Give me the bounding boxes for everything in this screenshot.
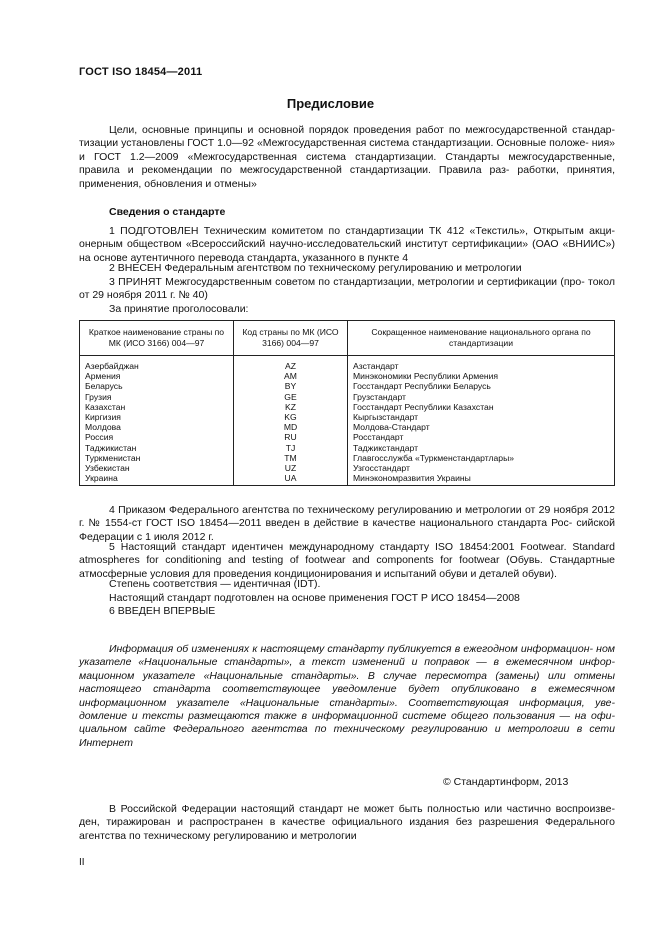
cell-code: GE [234,392,348,402]
cell-body: Главгосслужба «Туркменстандартлары» [348,453,615,463]
cell-code: RU [234,432,348,442]
table-row [80,473,615,486]
cell-code: TJ [234,443,348,453]
header-country: Краткое наименование страны по МК (ИСО 3166) 004—97 [80,321,234,356]
voted-label: За принятие проголосовали: [109,303,249,315]
cell-country: Грузия [80,392,234,402]
cell-code: KZ [234,402,348,412]
cell-body: Кыргызстандарт [348,412,615,422]
intro-rest: тизации установлены ГОСТ 1.0—92 «Межгосударственная система стандартизации. Основные положе- ния» и ГОСТ 1.2—2009 «Межгосударственная система стандартизации. Стандарты межгосударственные, правила и рекомендации по межгосударственной стандартизации. Правила раз- работки, принятия, применения, обновления и отмены» [79,137,615,190]
item-2: 2 ВНЕСЕН Федеральным агентством по техническому регулированию и метрологии [109,262,522,274]
item-3: 3 ПРИНЯТ Межгосударственным советом по стандартизации, метрологии и сертификации (про- токол от 29 ноября 2011 г. № 40) [79,276,615,302]
cell-country: Беларусь [80,381,234,391]
cell-body: Азстандарт [348,356,615,372]
table-row [80,432,615,442]
cell-code: UA [234,473,348,486]
cell-country: Азербайджан [80,356,234,372]
table-row [80,443,615,453]
cell-country: Киргизия [80,412,234,422]
header-body: Сокращенное наименование национального органа по стандартизации [348,321,615,356]
cell-code: TM [234,453,348,463]
info-heading: Сведения о стандарте [109,206,226,218]
cell-body: Таджикстандарт [348,443,615,453]
table-row [80,402,615,412]
intro-paragraph [79,124,615,191]
table-header-row [80,321,615,356]
intro-first-line: Цели, основные принципы и основной порядок проведения работ по межгосударственной стандар- [109,124,615,136]
cell-country: Молдова [80,422,234,432]
cell-code: KG [234,412,348,422]
based-on-note: Настоящий стандарт подготовлен на основе применения ГОСТ Р ИСО 18454—2008 [109,592,520,604]
document-header: ГОСТ ISO 18454—2011 [79,66,203,78]
cell-code: BY [234,381,348,391]
cell-country: Армения [80,371,234,381]
table-row [80,412,615,422]
cell-code: AZ [234,356,348,372]
table-row [80,453,615,463]
item-6: 6 ВВЕДЕН ВПЕРВЫЕ [109,605,216,617]
cell-body: Молдова-Стандарт [348,422,615,432]
cell-body: Узгосстандарт [348,463,615,473]
cell-body: Госстандарт Республики Беларусь [348,381,615,391]
table-row [80,356,615,372]
cell-country: Туркменистан [80,453,234,463]
reproduction-notice: В Российской Федерации настоящий стандарт не может быть полностью или частично воспроизве- ден, тиражирован и распространен в качестве официального издания без разрешения Федерального агентства по техническому регулированию и метрологии [79,803,615,842]
change-notice: Информация об изменениях к настоящему стандарту публикуется в ежегодном информацион- ном указателе «Национальные стандарты», а текст изменений и поправок — в ежемесячном инфор- мационном указателе «Национальные стандарты». В случае пересмотра (замены) или отмены настоящего стандарта соответствующее уведомление будет опубликовано в ежемесячном информационном указателе «Национальные стандарты». Соответствующая информация, уве- домление и тексты размещаются также в информационной системе общего пользования — на офи- циальном сайте Федерального агентства по техническому регулированию и метрологии в сети Интернет [79,643,615,749]
page-title: Предисловие [286,96,375,111]
table-row [80,463,615,473]
item-1: 1 ПОДГОТОВЛЕН Техническим комитетом по стандартизации ТК 412 «Текстиль», Открытым акци- онерным обществом «Всероссийский научно-исследовательский институт сертификации» (ОАО «ВНИИС») на основе аутентичного перевода стандарта, указанного в пункте 4 [79,225,615,264]
page-number: II [79,857,85,868]
cell-country: Узбекистан [80,463,234,473]
copyright: © Стандартинформ, 2013 [443,776,569,788]
cell-body: Росстандарт [348,432,615,442]
cell-code: AM [234,371,348,381]
item-5: 5 Настоящий стандарт идентичен международному стандарту ISO 18454:2001 Footwear. Standard atmospheres for conditioning and testing of footwear and components for footwear (Обувь. Стандартные атмосферные условия для проведения кондиционирования и испытаний обуви и деталей обуви). [79,541,615,580]
cell-country: Украина [80,473,234,486]
cell-code: MD [234,422,348,432]
cell-country: Таджикистан [80,443,234,453]
degree-of-correspondence: Степень соответствия — идентичная (IDT). [109,578,321,590]
cell-code: UZ [234,463,348,473]
cell-country: Россия [80,432,234,442]
cell-body: Госстандарт Республики Казахстан [348,402,615,412]
item-4: 4 Приказом Федерального агентства по техническому регулированию и метрологии от 29 ноября 2012 г. № 1554-ст ГОСТ ISO 18454—2011 введен в действие в качестве национального стандарта Рос- сийской Федерации с 1 июля 2012 г. [79,504,615,543]
table-row [80,422,615,432]
cell-body: Минэкономразвития Украины [348,473,615,486]
table-row [80,392,615,402]
voting-table [79,320,615,486]
cell-body: Грузстандарт [348,392,615,402]
cell-body: Минэкономики Республики Армения [348,371,615,381]
table-row [80,381,615,391]
table-row [80,371,615,381]
header-code: Код страны по МК (ИСО 3166) 004—97 [234,321,348,356]
cell-country: Казахстан [80,402,234,412]
